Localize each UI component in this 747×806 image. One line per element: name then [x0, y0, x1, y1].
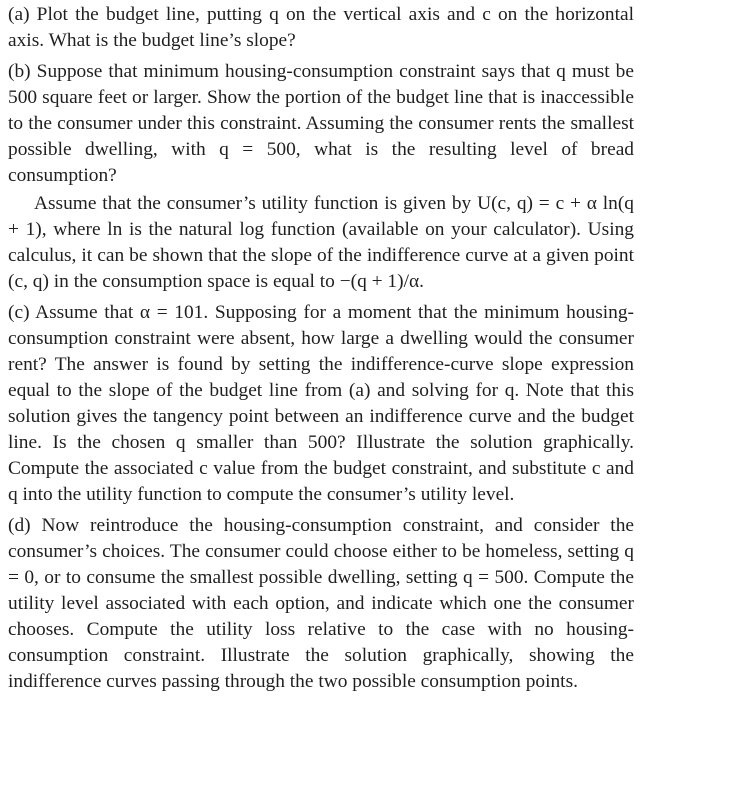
- textbook-page: [8, 2, 634, 695]
- part-c-paragraph: (c) Assume that α = 101. Supposing for a moment that the minimum housing-consumption constraint were absent, how large a dwelling would the consumer rent? The answer is found by setting the indifference-curve slope expression equal to the slope of the budget line from (a) and solving for q. Note that this solution gives the tangency point between an indifference curve and the budget line. Is the chosen q smaller than 500? Illustrate the solution graphically. Compute the associated c value from the budget constraint, and substitute c and q into the utility function to compute the consumer’s utility level.: [8, 302, 634, 505]
- part-d-paragraph: (d) Now reintroduce the housing-consumption constraint, and consider the consumer’s choices. The consumer could choose either to be homeless, setting q = 0, or to consume the smallest possible dwelling, setting q = 500. Compute the utility level associated with each option, and indicate which one the consumer chooses. Compute the utility loss relative to the case with no housing-consumption constraint. Illustrate the solution graphically, showing the indifference curves passing through the two possible consumption points.: [8, 515, 634, 692]
- part-a-paragraph: (a) Plot the budget line, putting q on the vertical axis and c on the horizontal axis. What is the budget line’s slope?: [8, 4, 634, 51]
- part-b-paragraph: (b) Suppose that minimum housing-consumption constraint says that q must be 500 square feet or larger. Show the portion of the budget line that is inaccessible to the consumer under this constraint. Assuming the consumer rents the smallest possible dwelling, with q = 500, what is the resulting level of bread consumption?: [8, 61, 634, 186]
- utility-intro-paragraph: Assume that the consumer’s utility function is given by U(c, q) = c + α ln(q + 1), where ln is the natural log function (available on your calculator). Using calculus, it can be shown that the slope of the indifference curve at a given point (c, q) in the consumption space is equal to −(q + 1)/α.: [8, 193, 634, 292]
